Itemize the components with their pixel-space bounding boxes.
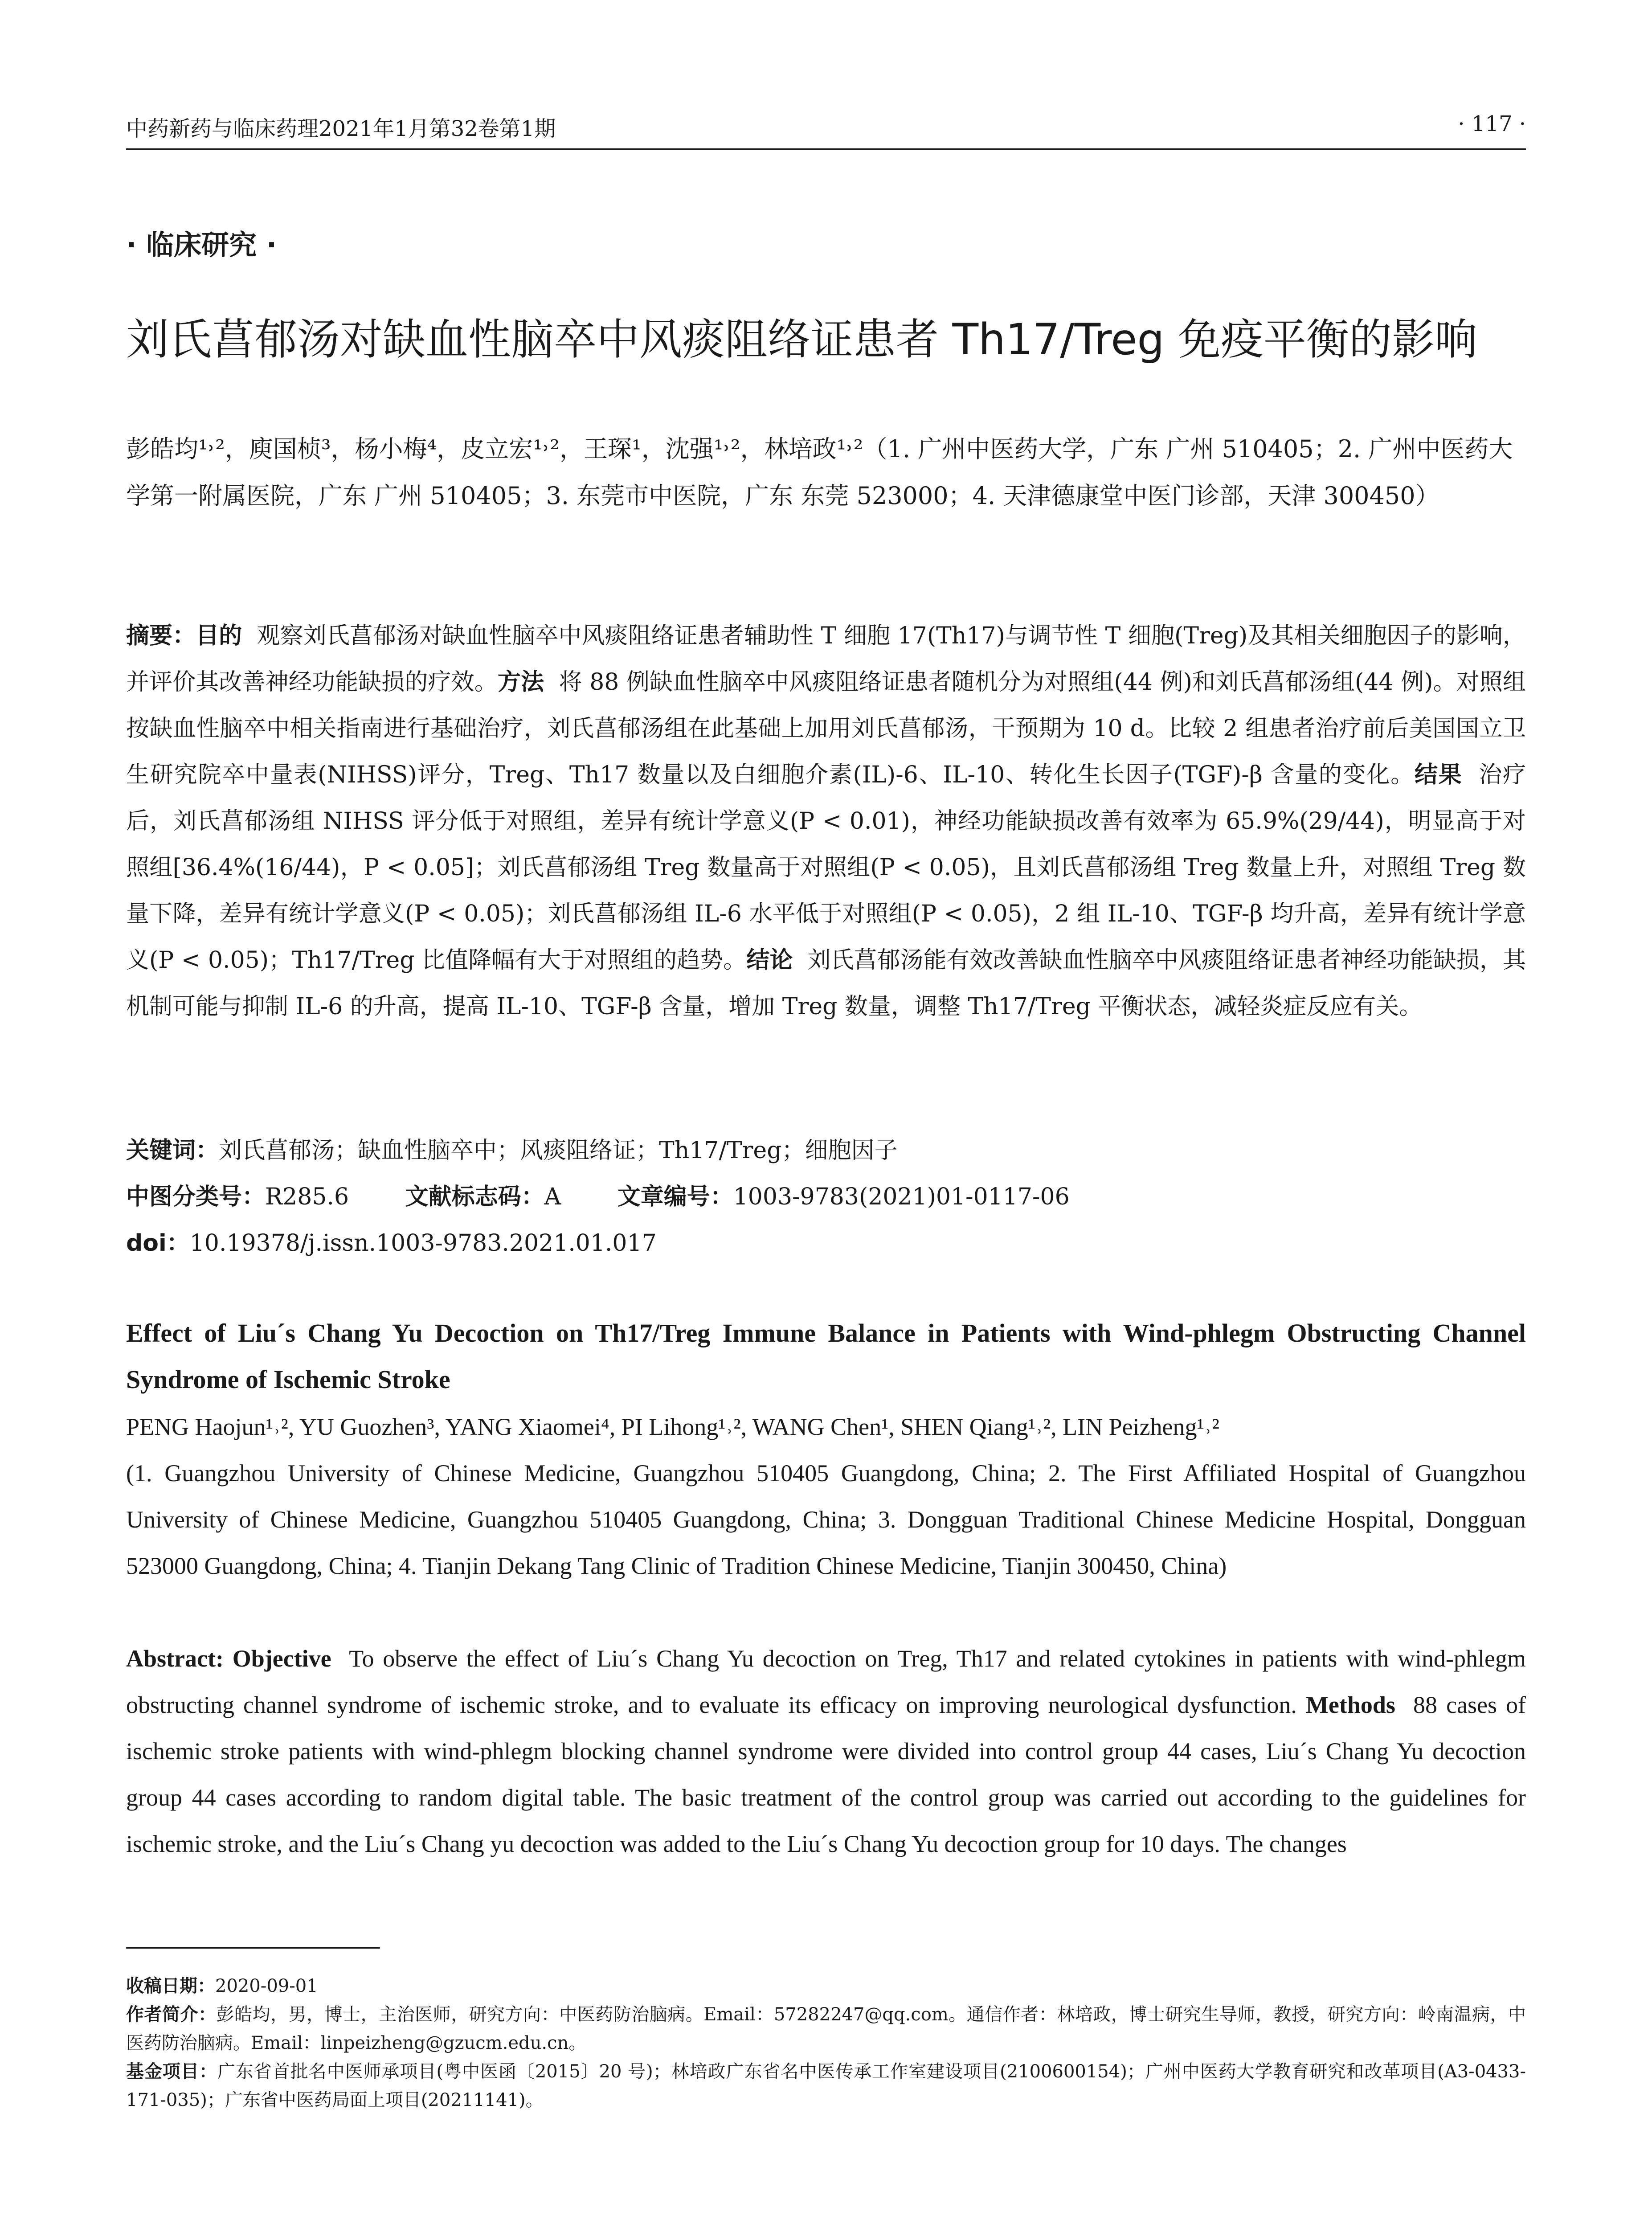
chinese-keywords [126, 1127, 1526, 1174]
english-affiliations: (1. Guangzhou University of Chinese Medicine, Guangzhou 510405 Guangdong, China; 2. The First Affiliated Hospital of Guangzhou University of Chinese Medicine, Guangzhou 510405 Guangdong, China; 3. Dongguan Traditional Chinese Medicine Hospital, Dongguan 523000 Guangdong, China; 4. Tianjin Dekang Tang Clinic of Tradition Chinese Medicine, Tianjin 300450, China) [126, 1460, 1526, 1579]
en-objective-text: To observe the effect of Liu´s Chang Yu decoction on Treg, Th17 and related cytokines in patients with wind-phlegm obstructing channel syndrome of ischemic stroke, and to evaluate its efficacy on improving neurological dysfunction. [126, 1645, 1526, 1718]
journal-name: 中药新药与临床药理2021年1月第32卷第1期 [126, 116, 556, 141]
objective-text: 观察刘氏菖郁汤对缺血性脑卒中风痰阻络证患者辅助性 T 细胞 17(Th17)与调节性 T 细胞(Treg)及其相关细胞因子的影响，并评价其改善神经功能缺损的疗效。 [126, 623, 1526, 696]
header-rule [126, 148, 1526, 150]
author-note: 作者简介：彭皓均，男，博士，主治医师，研究方向：中医药防治脑病。Email：57282247@qq.com。通信作者：林培政，博士研究生导师，教授，研究方向：岭南温病，中医药防治脑病。Email：linpeizheng@gzucm.edu.cn。 [126, 2004, 1526, 2053]
conclusion-text: 刘氏菖郁汤能有效改善缺血性脑卒中风痰阻络证患者神经功能缺损，其机制可能与抑制 IL-6 的升高，提高 IL-10、TGF-β 含量，增加 Treg 数量，调整 Th17/Treg 平衡状态，减轻炎症反应有关。 [126, 947, 1526, 1020]
clc-value: R285.6 [265, 1184, 349, 1210]
footnote-rule [126, 1947, 380, 1949]
footnotes [126, 1972, 1526, 2114]
results-text: 治疗后，刘氏菖郁汤组 NIHSS 评分低于对照组，差异有统计学意义(P < 0.01)，神经功能缺损改善有效率为 65.9%(29/44)，明显高于对照组[36.4%(16/44)，P < 0.05]；刘氏菖郁汤组 Treg 数量高于对照组(P < 0.05)，且刘氏菖郁汤组 Treg 数量上升，对照组 Treg 数量下降，差异有统计学意义(P < 0.05)；刘氏菖郁汤组 IL-6 水平低于对照组(P < 0.05)，2 组 IL-10、TGF-β 均升高，差异有统计学意义(P < 0.05)；Th17/Treg 比值降幅有大于对照组的趋势。 [126, 762, 1526, 974]
methods-text: 将 88 例缺血性脑卒中风痰阻络证患者随机分为对照组(44 例)和刘氏菖郁汤组(44 例)。对照组按缺血性脑卒中相关指南进行基础治疗，刘氏菖郁汤组在此基础上加用刘氏菖郁汤，干预期为 10 d。比较 2 组患者治疗前后美国国立卫生研究院卒中量表(NIHSS)评分，Treg、Th17 数量以及白细胞介素(IL)-6、IL-10、转化生长因子(TGF)-β 含量的变化。 [126, 669, 1526, 788]
doc-code-value: A [544, 1184, 561, 1210]
article-no-label: 文章编号： [617, 1184, 733, 1210]
english-abstract [126, 1635, 1526, 1867]
chinese-title: 刘氏菖郁汤对缺血性脑卒中风痰阻络证患者 Th17/Treg 免疫平衡的影响 [126, 315, 1477, 365]
keywords-label: 关键词： [126, 1137, 219, 1164]
methods-label: 方法 [497, 669, 544, 696]
chinese-abstract [126, 613, 1526, 1030]
clc-label: 中图分类号： [126, 1184, 266, 1210]
en-methods-label: Methods [1305, 1691, 1395, 1718]
fund-note: 基金项目：广东省首批名中医师承项目(粤中医函〔2015〕20 号)；林培政广东省名中医传承工作室建设项目(2100600154)；广州中医药大学教育研究和改革项目(A3-0433-171-035)；广东省中医药局面上项目(20211141)。 [126, 2061, 1526, 2110]
doi-value: 10.19378/j.issn.1003-9783.2021.01.017 [189, 1230, 657, 1257]
section-tag: · 临床研究 · [126, 229, 277, 261]
chinese-authors-affiliations: 彭皓均¹˒²，庾国桢³，杨小梅⁴，皮立宏¹˒²，王琛¹，沈强¹˒²，林培政¹˒²（1. 广州中医药大学，广东 广州 510405；2. 广州中医药大学第一附属医院，广东 广州 510405；3. 东莞市中医院，广东 东莞 523000；4. 天津德康堂中医门诊部，天津 300450） [126, 435, 1513, 510]
page-number: · 117 · [1458, 111, 1526, 136]
en-objective-label: Objective [232, 1645, 331, 1672]
english-authors: PENG Haojun¹˒², YU Guozhen³, YANG Xiaomei⁴, PI Lihong¹˒², WANG Chen¹, SHEN Qiang¹˒², LIN Peizheng¹˒² [126, 1413, 1219, 1440]
doi-label: doi： [126, 1230, 190, 1257]
classification-line [126, 1174, 1526, 1220]
en-methods-text: 88 cases of ischemic stroke patients with wind-phlegm blocking channel syndrome were divided into control group 44 cases, Liu´s Chang Yu decoction group 44 cases according to random digital table. The basic treatment of the control group was carried out according to the guidelines for ischemic stroke, and the Liu´s Chang yu decoction was added to the Liu´s Chang Yu decoction group for 10 days. The changes [126, 1691, 1526, 1857]
conclusion-label: 结论 [746, 947, 793, 974]
article-no-value: 1003-9783(2021)01-0117-06 [733, 1184, 1070, 1210]
received-note: 收稿日期：2020-09-01 [126, 1976, 318, 1996]
doi-line [126, 1220, 1526, 1266]
results-label: 结果 [1415, 762, 1463, 788]
running-header [126, 111, 1526, 143]
en-abstract-label: Abstract: [126, 1645, 224, 1672]
objective-label: 目的 [196, 623, 242, 649]
english-title: Effect of Liu´s Chang Yu Decoction on Th17/Treg Immune Balance in Patients with Wind-phlegm Obstructing Channel Syndrome of Ischemic Stroke [126, 1319, 1526, 1394]
english-authors-affiliations [126, 1404, 1526, 1589]
abstract-label: 摘要： [126, 623, 196, 649]
doc-code-label: 文献标志码： [405, 1184, 544, 1210]
keywords-text: 刘氏菖郁汤；缺血性脑卒中；风痰阻络证；Th17/Treg；细胞因子 [219, 1137, 898, 1164]
